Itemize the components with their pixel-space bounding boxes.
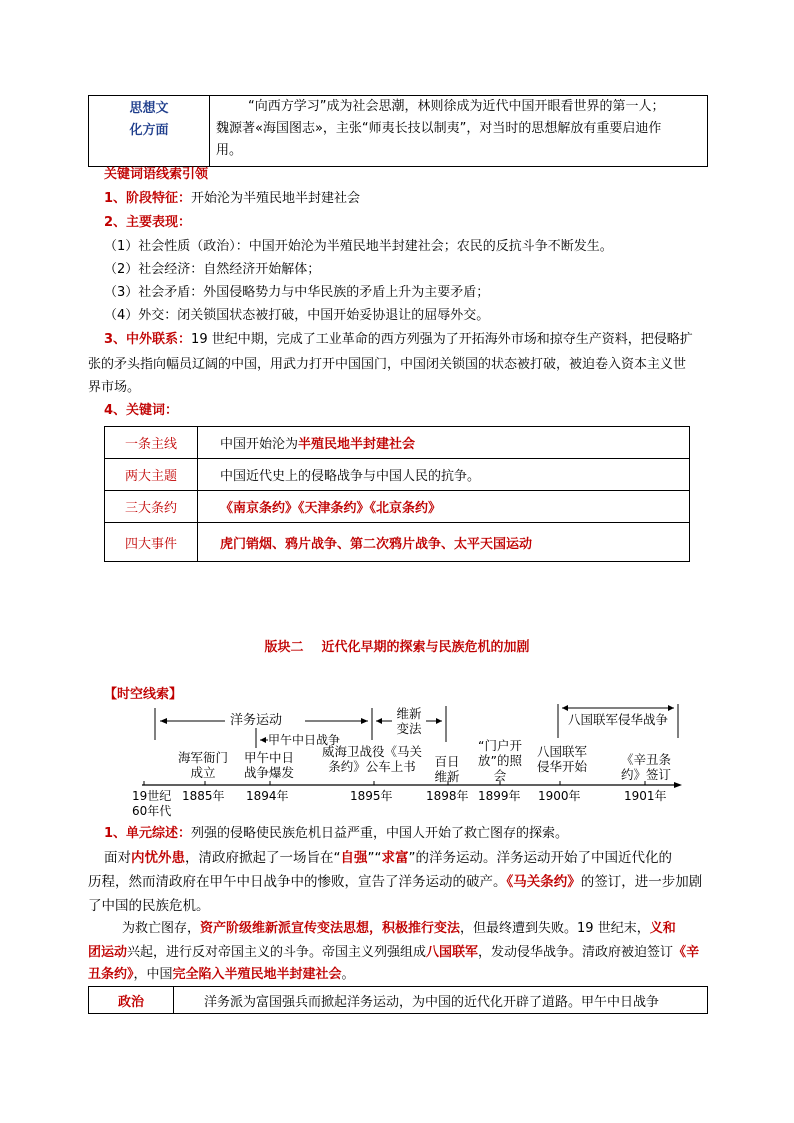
keyword-label: 一条主线	[105, 427, 198, 459]
politics-label: 政治	[89, 987, 174, 1014]
arrow-left-icon	[260, 737, 266, 743]
politics-text: 洋务派为富国强兵而掀起洋务运动，为中国的近代化开辟了道路。甲午中日战争	[174, 987, 708, 1014]
keyword-text: 《南京条约》《天津条约》《北京条约》	[198, 491, 690, 523]
para3-highlight: 义和	[649, 921, 676, 936]
para2-text: ，清政府掀起了一场旨在“	[185, 850, 341, 866]
year-label: 1900年	[538, 789, 581, 803]
keyword-row	[105, 491, 690, 523]
para3-highlight: 完全陷入半殖民地半封建社会	[172, 967, 342, 982]
para3-highlight: 团运动	[88, 945, 128, 960]
keywords-table	[104, 426, 690, 562]
culture-label	[89, 96, 210, 167]
event-bairi: 百日维新	[434, 754, 460, 784]
para3-line1	[122, 918, 762, 940]
arrow-left-icon	[562, 705, 568, 711]
keywords-label: 4、关键词：	[104, 403, 179, 418]
unit-summary-text: 列强的侵略使民族危机日益严重，中国人开始了救亡图存的探索。	[191, 826, 569, 841]
timeline-heading: 【时空线索】	[104, 687, 183, 702]
arrow-right-icon	[668, 705, 674, 711]
para2-highlight: 自强	[340, 850, 368, 866]
keyword-text: 虎门销烟、鸦片战争、第二次鸦片战争、太平天国运动	[198, 523, 690, 562]
bracket-label-yangwu: 洋务运动	[230, 713, 283, 728]
para2-text: 历程，然而清政府在甲午中日战争中的惨败，宣告了洋务运动的破产。	[88, 874, 507, 890]
keyword-label: 三大条约	[105, 491, 198, 523]
timeline	[130, 700, 690, 820]
culture-text-line1: “向西方学习”成为社会思潮，林则徐成为近代中国开眼看世界的第一人；	[248, 99, 665, 114]
year-label: 1895年	[350, 789, 393, 803]
foreign-relations-line3: 界市场。	[88, 380, 141, 395]
year-label: 1894年	[246, 789, 289, 803]
foreign-relations-text: 19 世纪中期，完成了工业革命的西方列强为了开拓海外市场和掠夺生产资料，把侵略扩	[191, 332, 693, 347]
para3-text: 。	[341, 967, 355, 982]
culture-text	[210, 96, 708, 167]
event-haijun: 海军衙门成立	[178, 750, 229, 780]
event-weihaiwei: 威海卫战役《马关条约》公车上书	[322, 744, 423, 774]
para2-text: ”的洋务运动。洋务运动开始了中国近代化的	[408, 850, 672, 866]
year-label: 1901年	[624, 789, 667, 803]
unit-summary	[104, 823, 744, 845]
stage-feature-label: 1、阶段特征：	[104, 191, 192, 206]
para3-line3	[88, 964, 728, 986]
keyword-text	[198, 427, 690, 459]
year-label: 1885年	[182, 789, 225, 803]
para3-highlight: 《辛	[673, 945, 700, 960]
main-manifest-label: 2、主要表现：	[104, 215, 192, 230]
culture-text-line3: 用。	[216, 143, 243, 158]
arrow-left-icon	[376, 718, 382, 724]
unit-summary-label: 1、单元综述：	[104, 826, 192, 841]
stage-feature	[104, 188, 744, 210]
keyword-text-pre: 中国开始沦为	[220, 437, 299, 452]
culture-table	[88, 95, 708, 167]
para2-text: 的签订，进一步加剧	[580, 874, 703, 890]
culture-label-line2: 化方面	[129, 123, 169, 138]
culture-label-line1: 思想文	[129, 101, 169, 116]
arrow-right-icon	[436, 718, 442, 724]
keyword-text: 中国近代史上的侵略战争与中国人民的抗争。	[198, 459, 690, 491]
para2-highlight: 求富	[381, 850, 409, 866]
politics-table	[88, 986, 708, 1014]
para2-text: 面对	[104, 850, 131, 866]
bracket-label-weixin: 维新变法	[396, 706, 422, 736]
keyword-label: 两大主题	[105, 459, 198, 491]
arrow-left-icon	[160, 718, 167, 724]
para2-highlight: 内忧外患	[131, 850, 185, 866]
year-label: 1899年	[478, 789, 521, 803]
keyword-row	[105, 523, 690, 562]
para2-highlight: 《马关条约》	[506, 874, 581, 890]
para3-text: ，发动侵华战争。清政府被迫签订	[478, 945, 674, 960]
foreign-relations	[104, 329, 744, 351]
para2-line2	[88, 871, 728, 893]
para3-text: ，但最终遭到失败。19 世纪末，	[460, 921, 650, 936]
culture-text-line2: 魏源著«海国图志»，主张“师夷长技以制夷”，对当时的思想解放有重要启迪作	[216, 121, 662, 136]
foreign-relations-label: 3、中外联系：	[104, 332, 192, 347]
event-xinchou: 《辛丑条约》签订	[620, 752, 671, 782]
manifest-item: （2）社会经济：自然经济开始解体；	[104, 262, 321, 277]
para3-line2	[88, 942, 728, 964]
manifest-item: （1）社会性质（政治）：中国开始沦为半殖民地半封建社会；农民的反抗斗争不断发生。	[104, 239, 613, 254]
para2-line3: 了中国的民族危机。	[88, 898, 210, 914]
year-label: 19世纪60年代	[132, 789, 172, 818]
para3-highlight: 资产阶级维新派宣传变法思想，积极推行变法	[200, 921, 461, 936]
stage-feature-text: 开始沦为半殖民地半封建社会	[191, 191, 361, 206]
para3-text: ，中国	[133, 967, 173, 982]
keyword-row	[105, 427, 690, 459]
section1-heading: 关键词语线索引领	[104, 167, 209, 182]
manifest-item: （4）外交：闭关锁国状态被打破，中国开始妥协退让的屈辱外交。	[104, 308, 490, 323]
keyword-label: 四大事件	[105, 523, 198, 562]
manifest-item: （3）社会矛盾：外国侵略势力与中华民族的矛盾上升为主要矛盾；	[104, 285, 490, 300]
para2-text: ”“	[367, 850, 382, 866]
para3-text: 为救亡图存，	[122, 921, 201, 936]
arrow-right-icon	[361, 718, 368, 724]
axis-arrow-icon	[674, 782, 682, 788]
foreign-relations-line2: 张的矛头指向幅员辽阔的中国，用武力打开中国国门，中国闭关锁国的状态被打破，被迫卷入资本主义世	[88, 357, 687, 372]
para3-highlight: 八国联军	[426, 945, 479, 960]
section2-title: 版块二 近代化早期的探索与民族危机的加剧	[264, 640, 530, 655]
event-menhu: “门户开放”的照会	[478, 738, 522, 783]
para3-highlight: 丑条约》	[88, 967, 134, 982]
event-baguo-invade: 八国联军侵华开始	[536, 744, 587, 774]
bracket-label-jiawu: 甲午中日战争	[268, 733, 341, 747]
para3-text: 兴起，进行反对帝国主义的斗争。帝国主义列强组成	[127, 945, 427, 960]
keyword-text-highlight: 半殖民地半封建社会	[298, 437, 416, 452]
bracket-label-baguo: 八国联军侵华战争	[567, 712, 668, 727]
event-jiawu-start: 甲午中日战争爆发	[243, 750, 294, 780]
year-label: 1898年	[426, 789, 469, 803]
para2-line1	[104, 847, 744, 869]
keyword-row	[105, 459, 690, 491]
